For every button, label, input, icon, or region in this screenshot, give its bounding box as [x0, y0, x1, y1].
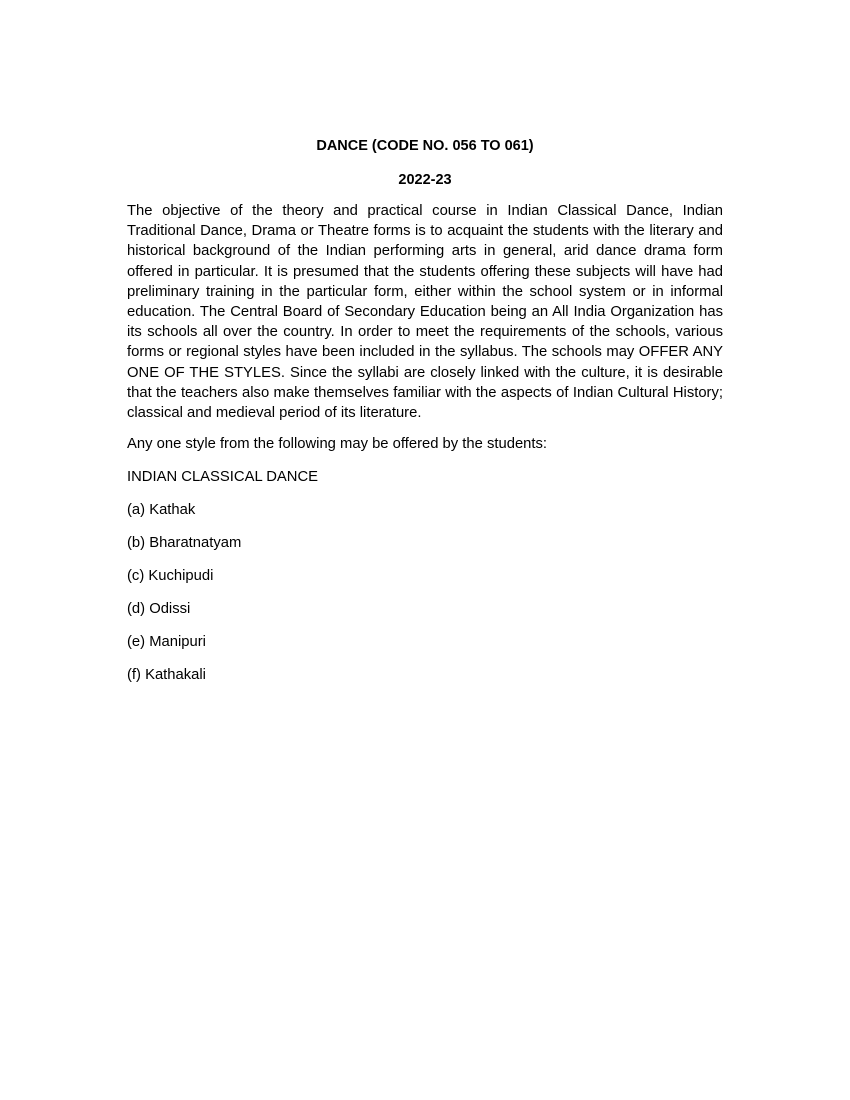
document-body: [127, 201, 723, 685]
document-title: DANCE (CODE NO. 056 TO 061): [316, 138, 534, 154]
list-item-kathakali: (f) Kathakali: [127, 667, 206, 684]
styles-intro: Any one style from the following may be offered by the students:: [127, 436, 548, 453]
list-item-kathak: (a) Kathak: [127, 502, 196, 519]
list-item-odissi: (d) Odissi: [127, 601, 191, 618]
section-heading: INDIAN CLASSICAL DANCE: [127, 469, 319, 486]
objective-paragraph: The objective of the theory and practical course in Indian Classical Dance, Indian Traditional Dance, Drama or Theatre forms is to acquaint the students with the literary and historical background of the Indian performing arts in general, arid dance drama form offered in particular. It is presumed that the students offering these subjects will have had preliminary training in the particular form, either within the school system or in informal education. The Central Board of Secondary Education being an All India Organization has its schools all over the country. In order to meet the requirements of the schools, various forms or regional styles have been included in the syllabus. The schools may OFFER ANY ONE OF THE STYLES. Since the syllabi are closely linked with the culture, it is desirable that the teachers also make themselves familiar with the aspects of Indian Cultural History; classical and medieval period of its literature.: [127, 203, 723, 422]
academic-year: 2022-23: [398, 172, 452, 188]
list-item-bharatnatyam: (b) Bharatnatyam: [127, 535, 242, 552]
list-item-kuchipudi: (c) Kuchipudi: [127, 568, 214, 585]
list-item-manipuri: (e) Manipuri: [127, 634, 206, 651]
dance-style-list: [127, 500, 723, 685]
